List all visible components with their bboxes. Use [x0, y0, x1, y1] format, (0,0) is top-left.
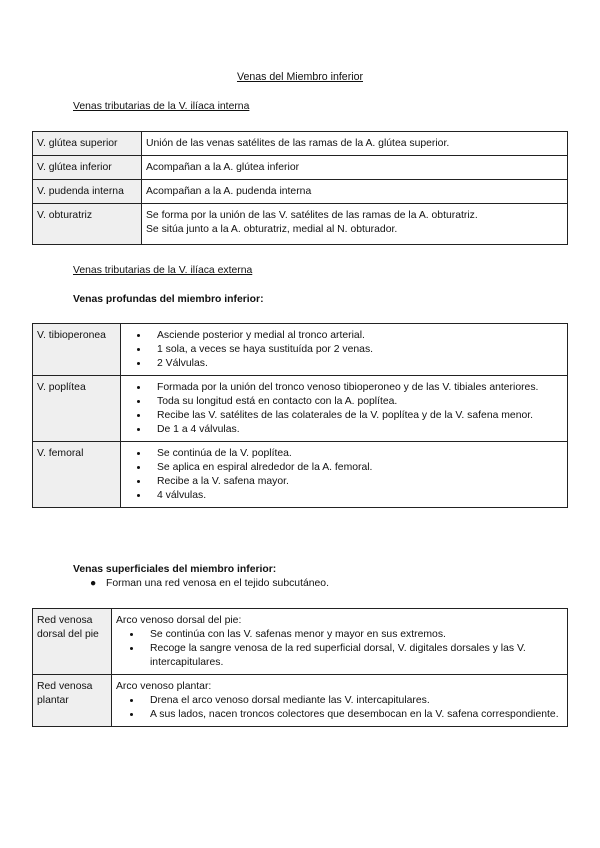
vein-description — [112, 609, 568, 675]
bullet-list — [125, 329, 563, 371]
vein-name: Red venosa dorsal del pie — [33, 609, 112, 675]
arch-intro: Arco venoso dorsal del pie: — [116, 615, 242, 626]
list-item: • Toda su longitud está en contacto con la A. poplítea. — [149, 395, 563, 409]
section2-heading: Venas tributarias de la V. ilíaca externa — [73, 265, 253, 276]
list-item: • Se continúa con las V. safenas menor y mayor en sus extremos. — [142, 628, 563, 642]
list-item: • 2 Válvulas. — [149, 357, 563, 371]
vein-name: V. glútea superior — [33, 132, 142, 156]
vein-name: V. pudenda interna — [33, 180, 142, 204]
vein-name: V. glútea inferior — [33, 156, 142, 180]
vein-name: V. tibioperonea — [33, 324, 121, 376]
vein-description: Acompañan a la A. glútea inferior — [142, 156, 568, 180]
vein-description — [112, 675, 568, 727]
table-row — [33, 180, 568, 204]
vein-description — [121, 324, 568, 376]
iliaca-interna-table — [32, 131, 568, 245]
superficial-veins-heading: Venas superficiales del miembro inferior: — [73, 564, 277, 575]
list-item: • Formada por la unión del tronco venoso tibioperoneo y de las V. tibiales anteriores. — [149, 381, 563, 395]
deep-veins-table — [32, 323, 568, 508]
vein-description: Se forma por la unión de las V. satélites de las ramas de la A. obturatriz. Se sitúa junto a la A. obturatriz, medial al N. obturador. — [142, 204, 568, 245]
vein-name: V. femoral — [33, 442, 121, 508]
vein-name: Red venosa plantar — [33, 675, 112, 727]
vein-name: V. obturatriz — [33, 204, 142, 245]
list-item: • Recibe a la V. safena mayor. — [149, 475, 563, 489]
arch-intro: Arco venoso plantar: — [116, 681, 212, 692]
table-row — [33, 204, 568, 245]
list-item: • Se continúa de la V. poplítea. — [149, 447, 563, 461]
table-row — [33, 324, 568, 376]
bullet-icon: ● — [90, 578, 97, 589]
table-row — [33, 442, 568, 508]
bullet-list — [125, 447, 563, 503]
list-item: • Drena el arco venoso dorsal mediante las V. intercapitulares. — [142, 694, 563, 708]
list-item: • Se aplica en espiral alrededor de la A. femoral. — [149, 461, 563, 475]
table-row — [33, 156, 568, 180]
list-item: • Asciende posterior y medial al tronco arterial. — [149, 329, 563, 343]
page-title: Venas del Miembro inferior — [236, 71, 363, 83]
vein-description: Unión de las venas satélites de las ramas de la A. glútea superior. — [142, 132, 568, 156]
list-item: • Recoge la sangre venosa de la red superficial dorsal, V. digitales dorsales y las V. intercapitulares. — [142, 642, 563, 670]
bullet-list — [116, 628, 563, 670]
vein-description: Acompañan a la A. pudenda interna — [142, 180, 568, 204]
vein-name: V. poplítea — [33, 376, 121, 442]
list-item: • Recibe las V. satélites de las colaterales de la V. poplítea y de la V. safena menor. — [149, 409, 563, 423]
table-row — [33, 675, 568, 727]
list-item: • 1 sola, a veces se haya sustituída por 2 venas. — [149, 343, 563, 357]
bullet-list — [116, 694, 563, 722]
bullet-list — [125, 381, 563, 437]
table-row — [33, 376, 568, 442]
list-item: • De 1 a 4 válvulas. — [149, 423, 563, 437]
list-item: • A sus lados, nacen troncos colectores que desembocan en la V. safena correspondiente. — [142, 708, 563, 722]
vein-description — [121, 442, 568, 508]
superficial-veins-note: ● Forman una red venosa en el tejido subcutáneo. — [90, 578, 329, 589]
table-row — [33, 609, 568, 675]
section1-heading: Venas tributarias de la V. ilíaca interna — [73, 101, 250, 112]
deep-veins-heading: Venas profundas del miembro inferior: — [73, 294, 264, 305]
superficial-veins-table — [32, 608, 568, 727]
vein-description — [121, 376, 568, 442]
table-row — [33, 132, 568, 156]
list-item: • 4 válvulas. — [149, 489, 563, 503]
